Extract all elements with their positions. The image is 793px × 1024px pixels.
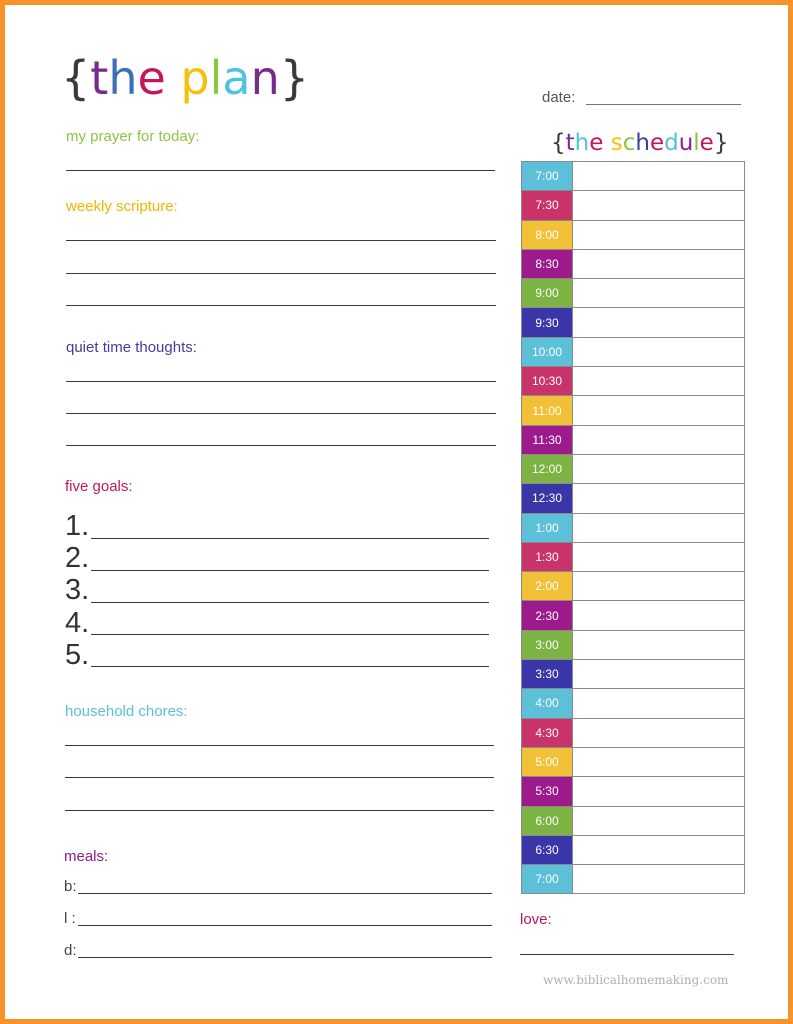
schedule-row (522, 426, 744, 455)
date-label: date: (542, 89, 576, 106)
schedule-entry-cell[interactable] (573, 836, 744, 864)
schedule-entry-cell[interactable] (573, 631, 744, 659)
schedule-row (522, 279, 744, 308)
schedule-entry-cell[interactable] (573, 484, 744, 512)
schedule-entry-cell[interactable] (573, 455, 744, 483)
schedule-entry-cell[interactable] (573, 367, 744, 395)
schedule-entry-cell[interactable] (573, 660, 744, 688)
page-title-char: h (108, 51, 138, 105)
prayer-label: my prayer for today: (66, 128, 200, 145)
schedule-title-char: e (589, 130, 604, 156)
meal-dinner-label: d: (64, 942, 77, 959)
schedule-table (521, 161, 745, 894)
page-title-char: a (222, 51, 251, 105)
schedule-entry-cell[interactable] (573, 250, 744, 278)
page-title-char: } (279, 51, 310, 105)
schedule-time: 8:30 (522, 250, 573, 278)
schedule-row (522, 572, 744, 601)
schedule-title-char: s (610, 130, 623, 156)
page-title-char: t (90, 51, 109, 105)
schedule-entry-cell[interactable] (573, 426, 744, 454)
goal-line[interactable] (91, 602, 489, 603)
schedule-title-char: } (713, 130, 729, 156)
schedule-row (522, 601, 744, 630)
schedule-title-char: h (635, 130, 650, 156)
schedule-title-char: e (699, 130, 714, 156)
schedule-entry-cell[interactable] (573, 396, 744, 424)
page-title-char: { (61, 51, 91, 105)
schedule-row (522, 660, 744, 689)
schedule-time: 3:00 (522, 631, 573, 659)
schedule-title-char: c (622, 130, 636, 156)
goal-number: 3. (65, 574, 90, 606)
schedule-row (522, 250, 744, 279)
meal-dinner-line[interactable] (78, 957, 492, 958)
schedule-time: 7:00 (522, 865, 573, 893)
meal-breakfast-label: b: (64, 878, 77, 895)
schedule-entry-cell[interactable] (573, 162, 744, 190)
schedule-entry-cell[interactable] (573, 308, 744, 336)
goal-number: 5. (65, 639, 90, 671)
schedule-time: 9:00 (522, 279, 573, 307)
love-label: love: (520, 911, 552, 928)
schedule-entry-cell[interactable] (573, 748, 744, 776)
schedule-title-char: { (551, 130, 566, 156)
schedule-time: 7:00 (522, 162, 573, 190)
schedule-entry-cell[interactable] (573, 689, 744, 717)
schedule-row (522, 338, 744, 367)
page-title-char: l (209, 51, 223, 105)
scripture-line[interactable] (66, 273, 496, 274)
schedule-row (522, 836, 744, 865)
love-line[interactable] (520, 954, 734, 955)
schedule-row (522, 455, 744, 484)
footer-url: www.biblicalhomemaking.com (543, 973, 729, 987)
chores-line[interactable] (65, 745, 494, 746)
schedule-entry-cell[interactable] (573, 572, 744, 600)
scripture-line[interactable] (66, 305, 496, 306)
schedule-time: 9:30 (522, 308, 573, 336)
meal-lunch-line[interactable] (78, 925, 492, 926)
schedule-row (522, 807, 744, 836)
schedule-title-char: e (649, 130, 665, 156)
schedule-time: 8:00 (522, 221, 573, 249)
page-title-char: p (180, 51, 210, 105)
meals-label: meals: (64, 848, 109, 865)
schedule-entry-cell[interactable] (573, 865, 744, 893)
schedule-entry-cell[interactable] (573, 191, 744, 219)
goal-number: 4. (65, 607, 90, 639)
schedule-entry-cell[interactable] (573, 777, 744, 805)
quiet-time-line[interactable] (66, 445, 496, 446)
quiet-time-line[interactable] (66, 413, 496, 414)
prayer-line[interactable] (66, 170, 495, 171)
schedule-row (522, 543, 744, 572)
schedule-row (522, 308, 744, 337)
planner-sheet (5, 5, 788, 1019)
schedule-row (522, 396, 744, 425)
page-title-char: e (137, 51, 166, 105)
schedule-entry-cell[interactable] (573, 338, 744, 366)
page-title (61, 51, 310, 105)
goals-label: five goals: (65, 478, 133, 495)
schedule-row (522, 367, 744, 396)
chores-line[interactable] (65, 777, 494, 778)
goal-line[interactable] (91, 634, 489, 635)
schedule-title-char: u (678, 130, 694, 156)
schedule-title (551, 130, 728, 156)
schedule-row (522, 631, 744, 660)
schedule-time: 1:30 (522, 543, 573, 571)
schedule-time: 12:30 (522, 484, 573, 512)
schedule-time: 12:00 (522, 455, 573, 483)
schedule-title-char: l (693, 130, 700, 156)
schedule-row (522, 719, 744, 748)
schedule-time: 6:30 (522, 836, 573, 864)
schedule-entry-cell[interactable] (573, 514, 744, 542)
schedule-title-char: d (664, 130, 679, 156)
schedule-entry-cell[interactable] (573, 279, 744, 307)
schedule-time: 3:30 (522, 660, 573, 688)
meal-lunch-label: l : (64, 910, 76, 927)
schedule-time: 10:00 (522, 338, 573, 366)
schedule-entry-cell[interactable] (573, 601, 744, 629)
goal-line[interactable] (91, 666, 489, 667)
schedule-row (522, 514, 744, 543)
goal-line[interactable] (91, 538, 489, 539)
schedule-title-char: h (574, 130, 590, 156)
scripture-line[interactable] (66, 240, 496, 241)
schedule-row (522, 777, 744, 806)
schedule-time: 5:00 (522, 748, 573, 776)
schedule-row (522, 748, 744, 777)
schedule-row (522, 689, 744, 718)
schedule-row (522, 162, 744, 191)
schedule-time: 6:00 (522, 807, 573, 835)
schedule-row (522, 865, 744, 894)
schedule-entry-cell[interactable] (573, 719, 744, 747)
chores-label: household chores: (65, 703, 188, 720)
chores-line[interactable] (65, 810, 494, 811)
schedule-time: 2:00 (522, 572, 573, 600)
schedule-title-char: t (565, 130, 575, 156)
schedule-time: 7:30 (522, 191, 573, 219)
goal-line[interactable] (91, 570, 489, 571)
page-title-char (166, 51, 181, 105)
schedule-time: 1:00 (522, 514, 573, 542)
scripture-label: weekly scripture: (66, 198, 178, 215)
schedule-time: 11:30 (522, 426, 573, 454)
schedule-entry-cell[interactable] (573, 807, 744, 835)
quiet-time-label: quiet time thoughts: (66, 339, 197, 356)
schedule-row (522, 484, 744, 513)
date-field-line[interactable] (586, 104, 741, 105)
goal-number: 2. (65, 542, 90, 574)
schedule-time: 4:30 (522, 719, 573, 747)
page-title-char: n (250, 51, 280, 105)
goal-number: 1. (65, 510, 90, 542)
schedule-title-char (603, 130, 610, 156)
schedule-time: 4:00 (522, 689, 573, 717)
schedule-entry-cell[interactable] (573, 221, 744, 249)
meal-breakfast-line[interactable] (78, 893, 492, 894)
schedule-time: 5:30 (522, 777, 573, 805)
schedule-time: 10:30 (522, 367, 573, 395)
schedule-time: 2:30 (522, 601, 573, 629)
schedule-time: 11:00 (522, 396, 573, 424)
schedule-row (522, 191, 744, 220)
schedule-entry-cell[interactable] (573, 543, 744, 571)
quiet-time-line[interactable] (66, 381, 496, 382)
schedule-row (522, 221, 744, 250)
